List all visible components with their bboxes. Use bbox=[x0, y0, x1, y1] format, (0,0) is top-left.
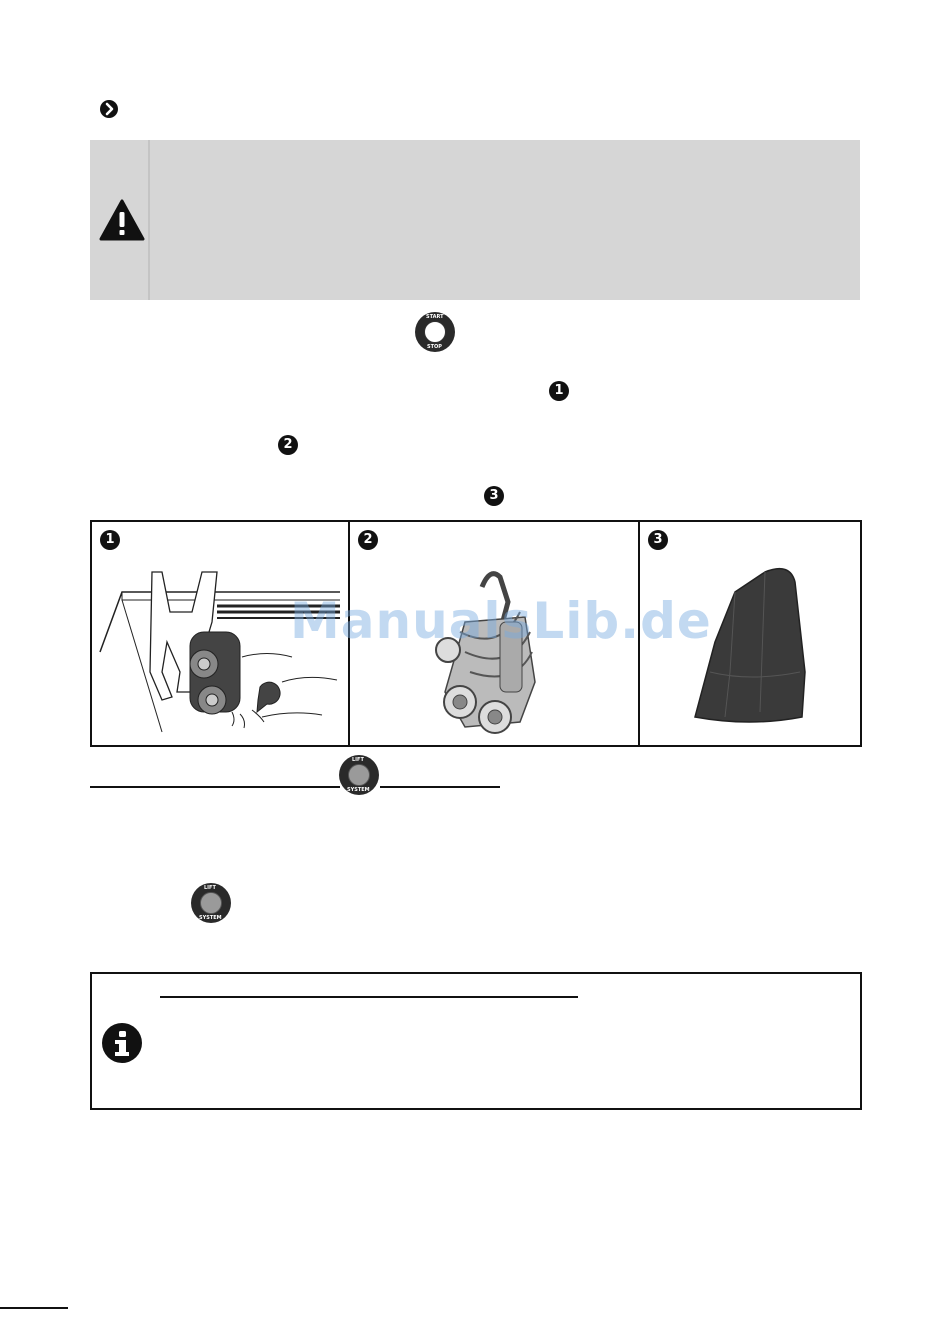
lift-inline-label: LIFT bbox=[204, 885, 216, 891]
step-marker-3: 3 bbox=[484, 486, 504, 506]
heading-underline-left bbox=[90, 786, 340, 788]
figure-number-3: 3 bbox=[648, 530, 668, 550]
lift-system-button-icon bbox=[339, 755, 379, 795]
info-box bbox=[90, 972, 862, 1110]
figure-number-1: 1 bbox=[100, 530, 120, 550]
lift-label: LIFT bbox=[352, 757, 364, 763]
heading-underline-right bbox=[380, 786, 500, 788]
info-heading-underline bbox=[160, 996, 578, 998]
step-marker-1: 1 bbox=[549, 381, 569, 401]
stop-label: STOP bbox=[427, 344, 442, 350]
warning-triangle-icon bbox=[98, 198, 146, 246]
start-stop-button-icon bbox=[415, 312, 455, 352]
warning-box bbox=[90, 140, 860, 300]
figure-number-2: 2 bbox=[358, 530, 378, 550]
lift-system-inline-icon bbox=[191, 883, 231, 923]
step-marker-2: 2 bbox=[278, 435, 298, 455]
info-icon bbox=[100, 1021, 144, 1069]
warning-separator bbox=[148, 140, 150, 300]
bullet-arrow-icon bbox=[99, 99, 119, 123]
system-label: SYSTEM bbox=[347, 787, 370, 793]
start-label: START bbox=[426, 314, 444, 320]
system-inline-label: SYSTEM bbox=[199, 915, 222, 921]
watermark: ManualsLib.de bbox=[290, 592, 712, 650]
footer-rule bbox=[0, 1307, 68, 1309]
